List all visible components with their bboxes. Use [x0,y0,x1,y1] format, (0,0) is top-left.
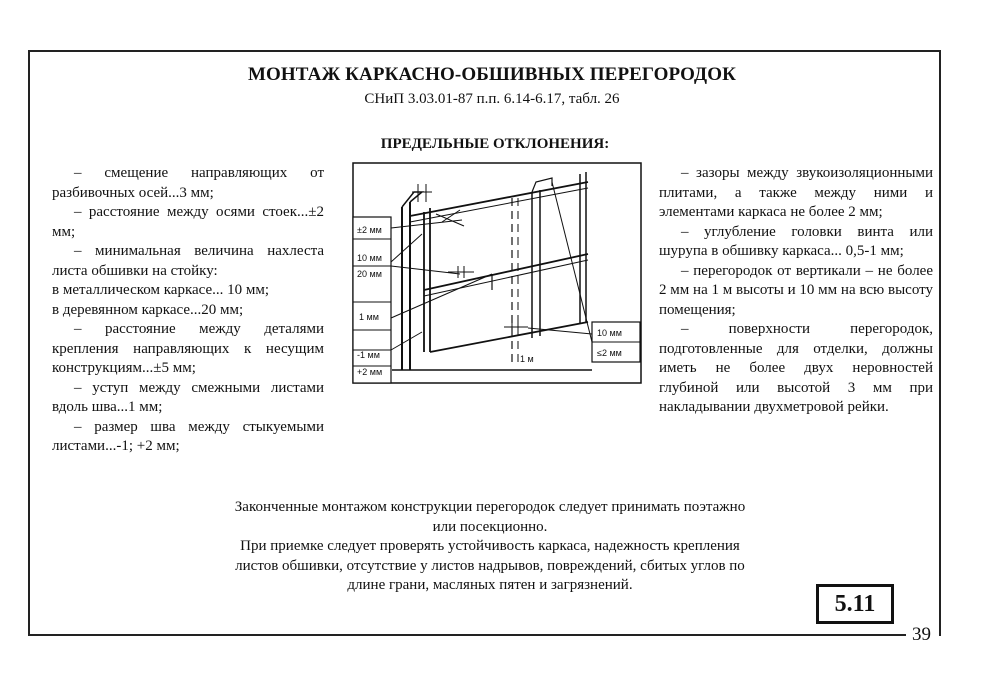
fig-label-right-le2mm: ≤2 мм [597,348,622,358]
fig-label-10mm: 10 мм [357,253,382,263]
page-number: 39 [912,624,931,645]
left-column-item: в деревянном каркасе...20 мм; [52,301,244,318]
page-subtitle: СНиП 3.03.01-87 п.п. 6.14-6.17, табл. 26 [364,91,620,107]
right-column-item: – углубление головки винта или шурупа в обшивку каркаса... 0,5-1 мм; [659,223,933,259]
fig-label-pm2: ±2 мм [357,225,382,235]
left-column [52,164,324,457]
right-column-item: – поверхности перегородок, подготовленные для отделки, должны иметь не более двух неровностей глубиной или высотой 3 мм при накладывании двухметровой рейки. [659,321,933,415]
frame-bottom-rule [28,634,906,636]
fig-label-1m: 1 м [520,354,534,364]
fig-label-20mm: 20 мм [357,269,382,279]
left-column-item: – минимальная величина нахлеста листа обшивки на стойку: [52,243,324,279]
fig-label-minus1mm: -1 мм [357,350,380,360]
partition-diagram [352,162,642,384]
left-column-item: в металлическом каркасе... 10 мм; [52,282,270,298]
acceptance-paragraph-2: При приемке следует проверять устойчивость каркаса, надежность крепления листов обшивки, отсутствие у листов надрывов, повреждений, сбитых углов по длине грани, масляных пятен и загрязнений. [235,538,745,593]
left-column-item: – расстояние между деталями крепления направляющих к несущим конструкциям...±5 мм; [52,321,324,376]
page-title: МОНТАЖ КАРКАСНО-ОБШИВНЫХ ПЕРЕГОРОДОК [248,64,736,85]
fig-label-right-10mm: 10 мм [597,328,622,338]
acceptance-paragraph-1: Законченные монтажом конструкции перегородок следует принимать поэтажно или посекционно. [234,499,746,535]
fig-label-plus2mm: +2 мм [357,367,383,377]
section-number-badge: 5.11 [816,584,894,624]
limits-heading: ПРЕДЕЛЬНЫЕ ОТКЛОНЕНИЯ: [380,136,610,152]
left-column-item: – уступ между смежными листами вдоль шва...1 мм; [52,379,324,415]
right-column [659,164,933,418]
left-column-item: – смещение направляющих от разбивочных осей...3 мм; [52,165,324,201]
right-column-item: – перегородок от вертикали – не более 2 мм на 1 м высоты и 10 мм на всю высоту помещения; [659,262,933,318]
acceptance-note [230,498,750,596]
fig-label-1mm: 1 мм [359,312,379,322]
left-column-item: – расстояние между осями стоек...±2 мм; [52,204,324,240]
left-column-item: – размер шва между стыкуемыми листами...-1; +2 мм; [52,418,324,454]
right-column-item: – зазоры между звукоизоляционными плитами, а также между ними и элементами каркаса не более 2 мм; [659,165,933,220]
